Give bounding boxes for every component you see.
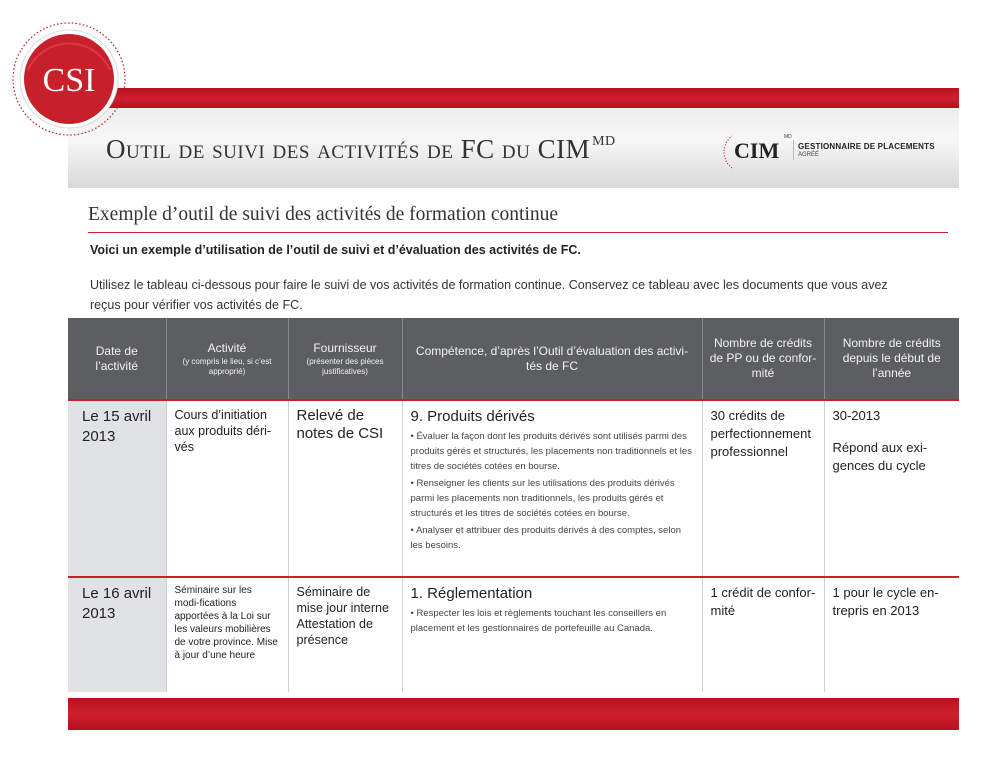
top-red-band bbox=[68, 88, 959, 108]
section-subtitle: Exemple d’outil de suivi des activités de formation continue bbox=[88, 204, 559, 225]
cell-provider: Séminaire de mise jour interne Attestation de présence bbox=[288, 577, 402, 692]
cell-competence bbox=[402, 577, 702, 692]
cell-activity: Cours d’initiation aux produits déri-vés bbox=[166, 400, 288, 577]
page-title: Outil de suivi des activités de FC du CIM $^{MD}$ bbox=[106, 134, 616, 164]
header-provider: Fournisseur (présenter des pièces justificatives) bbox=[288, 318, 402, 400]
header-credits: Nombre de crédits de PP ou de confor-mité bbox=[702, 318, 824, 400]
cim-logo-text: CIM bbox=[734, 138, 780, 163]
csi-logo-text: CSI bbox=[42, 62, 96, 99]
lead-text: Voici un exemple d’utilisation de l’outil de suivi et d’évaluation des activités de FC. bbox=[90, 243, 581, 257]
cell-date: Le 16 avril 2013 bbox=[68, 577, 166, 692]
competence-title: 1. Réglementation bbox=[410, 585, 533, 602]
header-competence: Compétence, d’après l’Outil d’évaluation des activi-tés de FC bbox=[402, 318, 702, 400]
header-date: Date de l’activité bbox=[68, 318, 166, 400]
cell-provider: Relevé de notes de CSI bbox=[288, 400, 402, 577]
csi-logo bbox=[10, 20, 128, 138]
cumulative-value: 30-2013 bbox=[832, 408, 881, 423]
cell-cumulative bbox=[824, 577, 959, 692]
content-area bbox=[68, 188, 959, 698]
cim-logo-divider bbox=[793, 140, 794, 160]
cim-logo bbox=[718, 134, 948, 170]
bottom-red-band bbox=[68, 698, 959, 730]
subtitle-divider bbox=[88, 232, 948, 233]
competence-bullet: • Renseigner les clients sur les utilisations des produits dérivés parmi les placements non traditionnels, les produits gérés et structurés et les titres de sociétés cotées en bourse. bbox=[410, 478, 675, 519]
intro-text: Utilisez le tableau ci-dessous pour faire le suivi de vos activités de formation continue. Conservez ce tableau avec les documents que vous avez reçus pour vérifier vos activités de FC. bbox=[90, 278, 888, 312]
header-activity: Activité (y compris le lieu, si c’est approprié) bbox=[166, 318, 288, 400]
cim-agree: AGRÉÉ bbox=[798, 152, 820, 158]
header-provider-note: (présenter des pièces justificatives) bbox=[306, 356, 384, 376]
competence-bullet: • Respecter les lois et règlements touchant les conseillers en placement et les gestionnaires de portefeuille au Canada. bbox=[410, 608, 667, 634]
competence-bullet: • Évaluer la façon dont les produits dérivés sont utilisés parmi des produits gérés et structurés, les placements non traditionnels et les titres de sociétés cotées en bourse. bbox=[410, 431, 692, 472]
cumulative-note: Répond aux exi-gences du cycle bbox=[832, 440, 928, 473]
cell-credits: 30 crédits de perfectionnement professionnel bbox=[702, 400, 824, 577]
competence-bullet: • Analyser et attribuer des produits dérivés à des comptes, selon les besoins. bbox=[410, 525, 682, 551]
cim-designation: GESTIONNAIRE DE PLACEMENTS bbox=[798, 142, 935, 151]
cell-date: Le 15 avril 2013 bbox=[68, 400, 166, 577]
header-cumulative: Nombre de crédits depuis le début de l’année bbox=[824, 318, 959, 400]
cell-credits: 1 crédit de confor-mité bbox=[702, 577, 824, 692]
competence-title: 9. Produits dérivés bbox=[410, 408, 535, 425]
page-header bbox=[68, 108, 959, 188]
cell-activity: Séminaire sur les modi-fications apportées à la Loi sur les valeurs mobilières de votre province. Mise à jour d’une heure bbox=[166, 577, 288, 692]
cim-logo-sup: MD bbox=[784, 134, 792, 140]
table-row bbox=[68, 577, 959, 692]
cumulative-value: 1 pour le cycle en-trepris en 2013 bbox=[832, 585, 939, 618]
header-activity-note: (y compris le lieu, si c’est approprié) bbox=[182, 356, 272, 376]
table-header-row bbox=[68, 318, 959, 400]
cell-cumulative bbox=[824, 400, 959, 577]
table-row bbox=[68, 400, 959, 577]
cell-competence bbox=[402, 400, 702, 577]
cpd-tracking-table bbox=[68, 318, 959, 692]
